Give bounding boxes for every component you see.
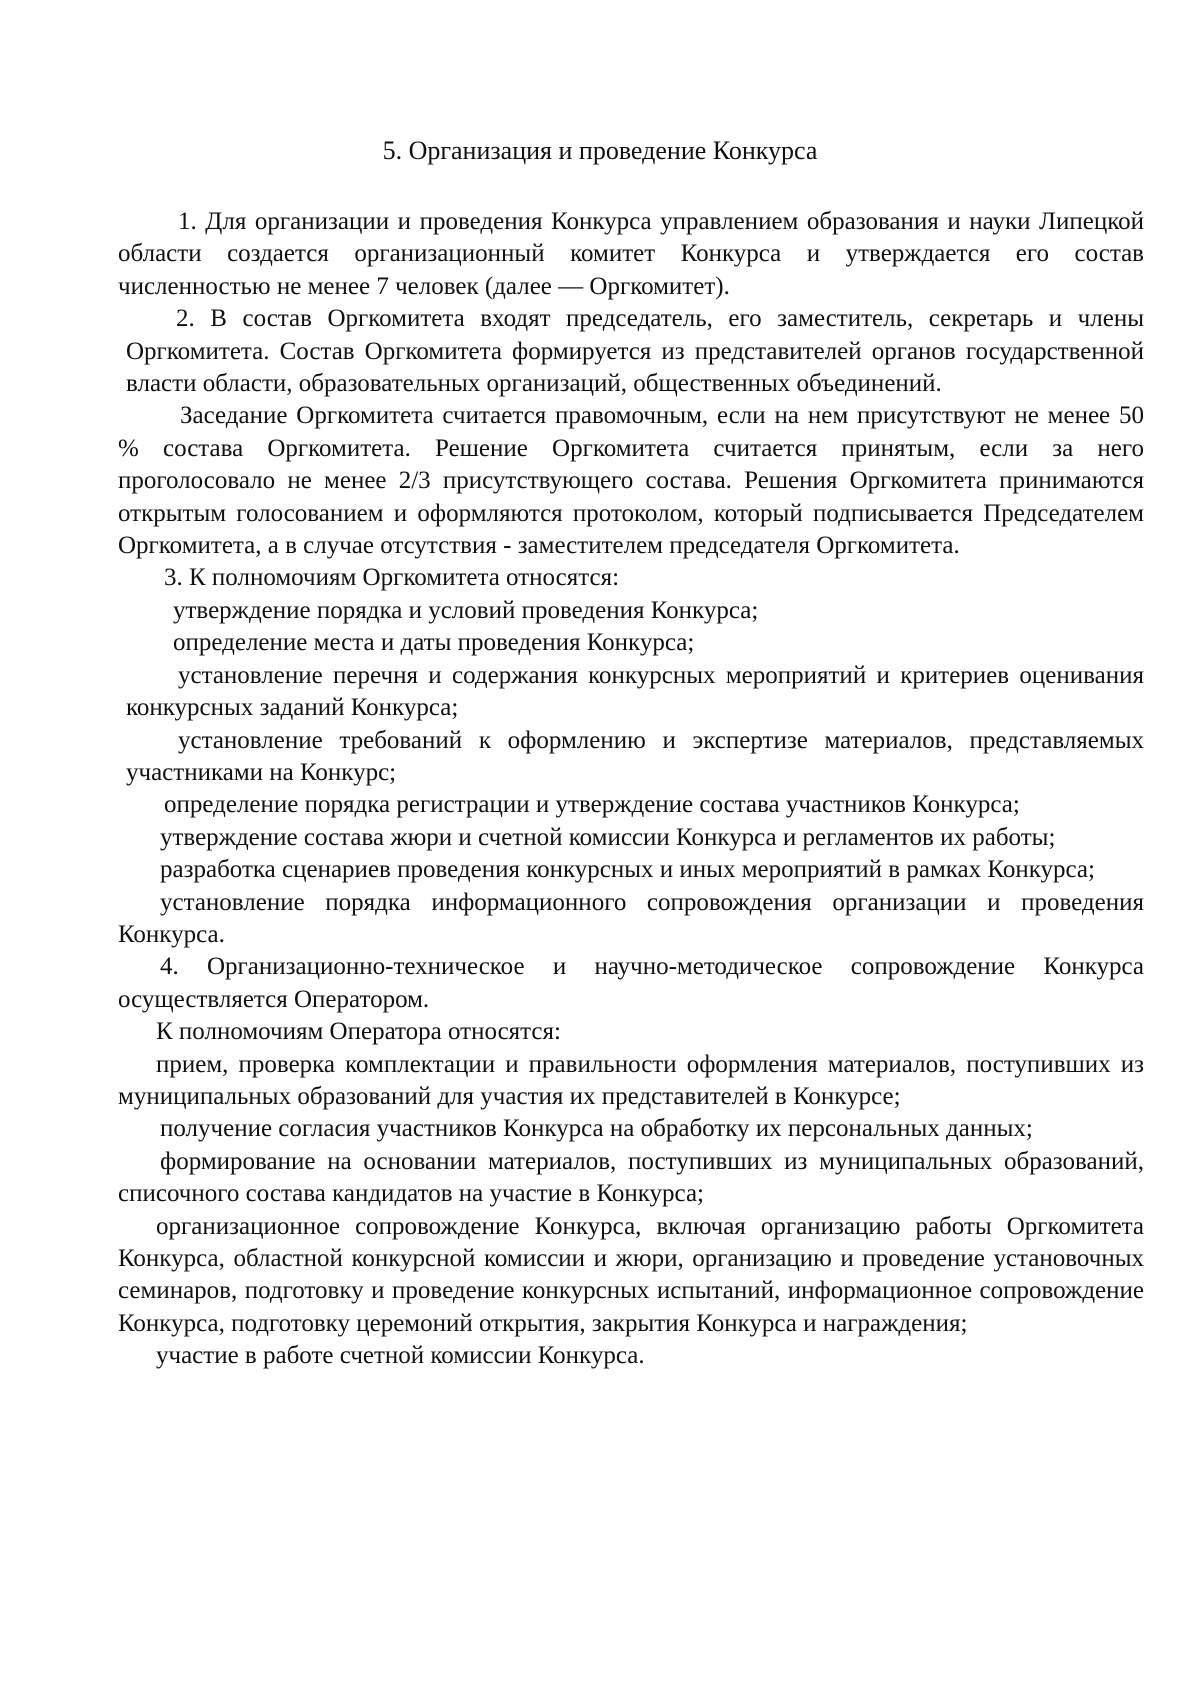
paragraph-10: утверждение состава жюри и счетной комиссии Конкурса и регламентов их работы; xyxy=(160,823,1056,851)
paragraph-14: К полномочиям Оператора относятся: xyxy=(156,1018,561,1046)
paragraph-7: установление перечня и содержания конкурсных мероприятий и критериев оценивания конкурсных заданий Конкурса; xyxy=(126,661,1144,722)
paragraph-3: Заседание Оргкомитета считается правомочным, если на нем присутствуют не менее 50 % состава Оргкомитета. Решение Оргкомитета считается принятым, если за него проголосовало не менее 2/3 присутствующего состава. Решения Оргкомитета принимаются открытым голосованием и оформляются протоколом, который подписывается Председателем Оргкомитета, а в случае отсутствия - заместителем председателя Оргкомитета. xyxy=(118,402,1144,560)
paragraph-12: установление порядка информационного сопровождения организации и проведения Конкурса. xyxy=(118,888,1144,948)
paragraph-15: прием, проверка комплектации и правильности оформления материалов, поступивших из муниципальных образований для участия их представителей в Конкурсе; xyxy=(118,1050,1144,1110)
paragraph-11: разработка сценариев проведения конкурсных и иных мероприятий в рамках Конкурса; xyxy=(160,856,1095,884)
section-title: 5. Организация и проведение Конкурса xyxy=(382,136,818,165)
paragraph-1: 1. Для организации и проведения Конкурса управлением образования и науки Липецкой области создается организационный комитет Конкурса и утверждается его состав численностью не менее 7 человек (далее — Оргкомитет). xyxy=(118,208,1144,300)
paragraph-9: определение порядка регистрации и утверждение состава участников Конкурса; xyxy=(164,791,1020,819)
paragraph-17: формирование на основании материалов, поступивших из муниципальных образований, списочного состава кандидатов на участие в Конкурса; xyxy=(118,1147,1144,1208)
document-body xyxy=(118,206,1144,1373)
paragraph-18: организационное сопровождение Конкурса, включая организацию работы Оргкомитета Конкурса, областной конкурсной комиссии и жюри, организацию и проведение установочных семинаров, подготовку и проведение конкурсных испытаний, информационное сопровождение Конкурса, подготовку церемоний открытия, закрытия Конкурса и награждения; xyxy=(118,1212,1144,1337)
paragraph-5: утверждение порядка и условий проведения Конкурса; xyxy=(173,596,759,624)
paragraph-2: 2. В состав Оргкомитета входят председатель, его заместитель, секретарь и члены Оргкомитета. Состав Оргкомитета формируется из представителей органов государственной власти области, образовательных организаций, общественных объединений. xyxy=(126,305,1144,398)
paragraph-13: 4. Организационно-техническое и научно-методическое сопровождение Конкурса осуществляется Оператором. xyxy=(118,953,1144,1013)
paragraph-19: участие в работе счетной комиссии Конкурса. xyxy=(156,1342,645,1370)
paragraph-6: определение места и даты проведения Конкурса; xyxy=(173,629,695,657)
paragraph-4: 3. К полномочиям Оргкомитета относятся: xyxy=(164,564,620,592)
paragraph-8: установление требований к оформлению и экспертизе материалов, представляемых участниками на Конкурс; xyxy=(126,726,1144,786)
paragraph-16: получение согласия участников Конкурса на обработку их персональных данных; xyxy=(160,1115,1033,1143)
